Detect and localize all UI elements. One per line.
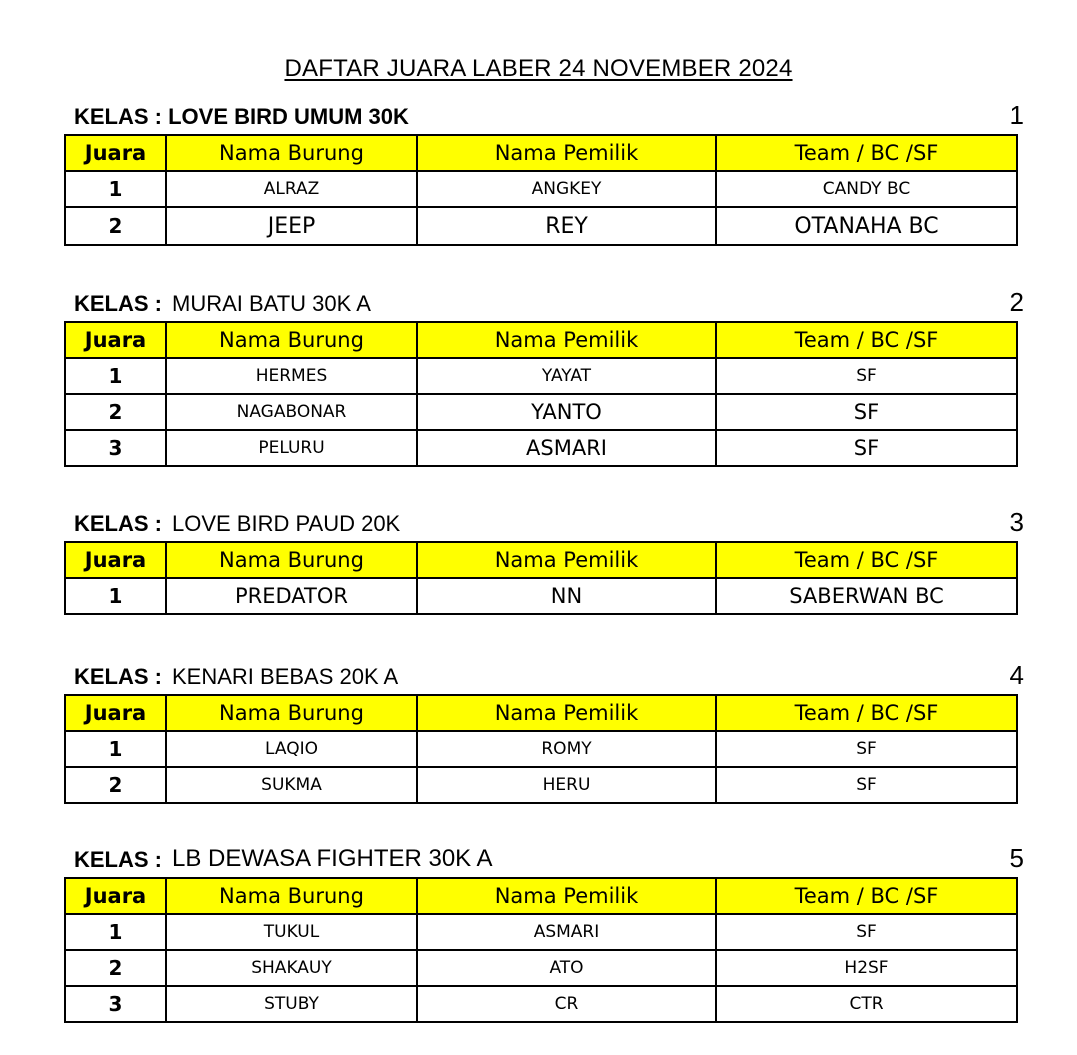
class-number: 5 [1009, 843, 1024, 873]
table-header-row [65, 322, 1017, 358]
header-team: Team / BC /SF [716, 695, 1017, 731]
cell-nama-burung: NAGABONAR [166, 394, 417, 430]
class-label: KELAS : LOVE BIRD UMUM 30K [74, 104, 409, 129]
results-table-3 [64, 541, 1018, 615]
table-row [65, 358, 1017, 394]
class-heading-3 [68, 507, 1024, 537]
header-nama-burung: Nama Burung [166, 542, 417, 578]
class-name: LOVE BIRD PAUD 20K [172, 511, 401, 536]
cell-juara: 2 [65, 394, 166, 430]
cell-nama-pemilik: REY [417, 207, 716, 245]
cell-team: SF [716, 394, 1017, 430]
cell-nama-pemilik: HERU [417, 767, 716, 803]
cell-team: SF [716, 430, 1017, 466]
cell-team: OTANAHA BC [716, 207, 1017, 245]
header-nama-burung: Nama Burung [166, 322, 417, 358]
cell-juara: 2 [65, 767, 166, 803]
header-nama-pemilik: Nama Pemilik [417, 695, 716, 731]
cell-nama-pemilik: YAYAT [417, 358, 716, 394]
results-table-1 [64, 134, 1018, 246]
table-header-row [65, 878, 1017, 914]
header-nama-pemilik: Nama Pemilik [417, 135, 716, 171]
class-number: 4 [1009, 660, 1024, 690]
class-name: LB DEWASA FIGHTER 30K A [172, 845, 493, 872]
table-header-row [65, 695, 1017, 731]
table-row [65, 171, 1017, 207]
cell-nama-burung: PELURU [166, 430, 417, 466]
cell-juara: 3 [65, 430, 166, 466]
results-table-2 [64, 321, 1018, 467]
table-row [65, 394, 1017, 430]
cell-juara: 1 [65, 731, 166, 767]
class-number: 2 [1009, 287, 1024, 317]
cell-nama-pemilik: ASMARI [417, 430, 716, 466]
class-label: KELAS : [74, 847, 162, 872]
cell-juara: 1 [65, 578, 166, 614]
class-number: 1 [1009, 100, 1024, 130]
class-heading-1 [68, 100, 1024, 130]
header-nama-pemilik: Nama Pemilik [417, 878, 716, 914]
class-label: KELAS : [74, 511, 162, 536]
header-team: Team / BC /SF [716, 878, 1017, 914]
table-header-row [65, 542, 1017, 578]
header-juara: Juara [65, 878, 166, 914]
cell-nama-pemilik: ATO [417, 950, 716, 986]
cell-juara: 2 [65, 950, 166, 986]
results-table-4 [64, 694, 1018, 804]
table-row [65, 950, 1017, 986]
header-juara: Juara [65, 135, 166, 171]
cell-team: CTR [716, 986, 1017, 1022]
results-table-5 [64, 877, 1018, 1023]
cell-nama-pemilik: ASMARI [417, 914, 716, 950]
cell-team: CANDY BC [716, 171, 1017, 207]
class-heading-2 [68, 287, 1024, 317]
table-row [65, 731, 1017, 767]
cell-team: SF [716, 914, 1017, 950]
class-label: KELAS : [74, 291, 162, 316]
cell-team: SF [716, 767, 1017, 803]
cell-nama-burung: JEEP [166, 207, 417, 245]
class-heading-5 [68, 843, 1024, 873]
header-juara: Juara [65, 695, 166, 731]
class-name: MURAI BATU 30K A [172, 291, 371, 316]
header-juara: Juara [65, 322, 166, 358]
cell-nama-burung: TUKUL [166, 914, 417, 950]
class-number: 3 [1009, 507, 1024, 537]
table-row [65, 430, 1017, 466]
cell-team: SF [716, 731, 1017, 767]
table-header-row [65, 135, 1017, 171]
header-juara: Juara [65, 542, 166, 578]
header-nama-pemilik: Nama Pemilik [417, 322, 716, 358]
cell-nama-burung: SUKMA [166, 767, 417, 803]
cell-nama-burung: PREDATOR [166, 578, 417, 614]
cell-nama-burung: LAQIO [166, 731, 417, 767]
cell-juara: 3 [65, 986, 166, 1022]
header-team: Team / BC /SF [716, 322, 1017, 358]
cell-nama-pemilik: ROMY [417, 731, 716, 767]
cell-team: SF [716, 358, 1017, 394]
cell-nama-burung: HERMES [166, 358, 417, 394]
header-nama-pemilik: Nama Pemilik [417, 542, 716, 578]
cell-team: SABERWAN BC [716, 578, 1017, 614]
header-nama-burung: Nama Burung [166, 695, 417, 731]
cell-nama-pemilik: NN [417, 578, 716, 614]
table-row [65, 767, 1017, 803]
class-name: KENARI BEBAS 20K A [172, 664, 399, 689]
cell-nama-pemilik: ANGKEY [417, 171, 716, 207]
cell-juara: 1 [65, 358, 166, 394]
cell-juara: 2 [65, 207, 166, 245]
table-row [65, 578, 1017, 614]
header-team: Team / BC /SF [716, 135, 1017, 171]
cell-nama-burung: SHAKAUY [166, 950, 417, 986]
header-nama-burung: Nama Burung [166, 878, 417, 914]
cell-juara: 1 [65, 171, 166, 207]
header-nama-burung: Nama Burung [166, 135, 417, 171]
cell-team: H2SF [716, 950, 1017, 986]
cell-juara: 1 [65, 914, 166, 950]
cell-nama-pemilik: YANTO [417, 394, 716, 430]
table-row [65, 914, 1017, 950]
table-row [65, 986, 1017, 1022]
page-title: DAFTAR JUARA LABER 24 NOVEMBER 2024 [284, 55, 793, 82]
class-label: KELAS : [74, 664, 162, 689]
cell-nama-burung: ALRAZ [166, 171, 417, 207]
header-team: Team / BC /SF [716, 542, 1017, 578]
table-row [65, 207, 1017, 245]
cell-nama-burung: STUBY [166, 986, 417, 1022]
class-heading-4 [68, 660, 1024, 690]
cell-nama-pemilik: CR [417, 986, 716, 1022]
